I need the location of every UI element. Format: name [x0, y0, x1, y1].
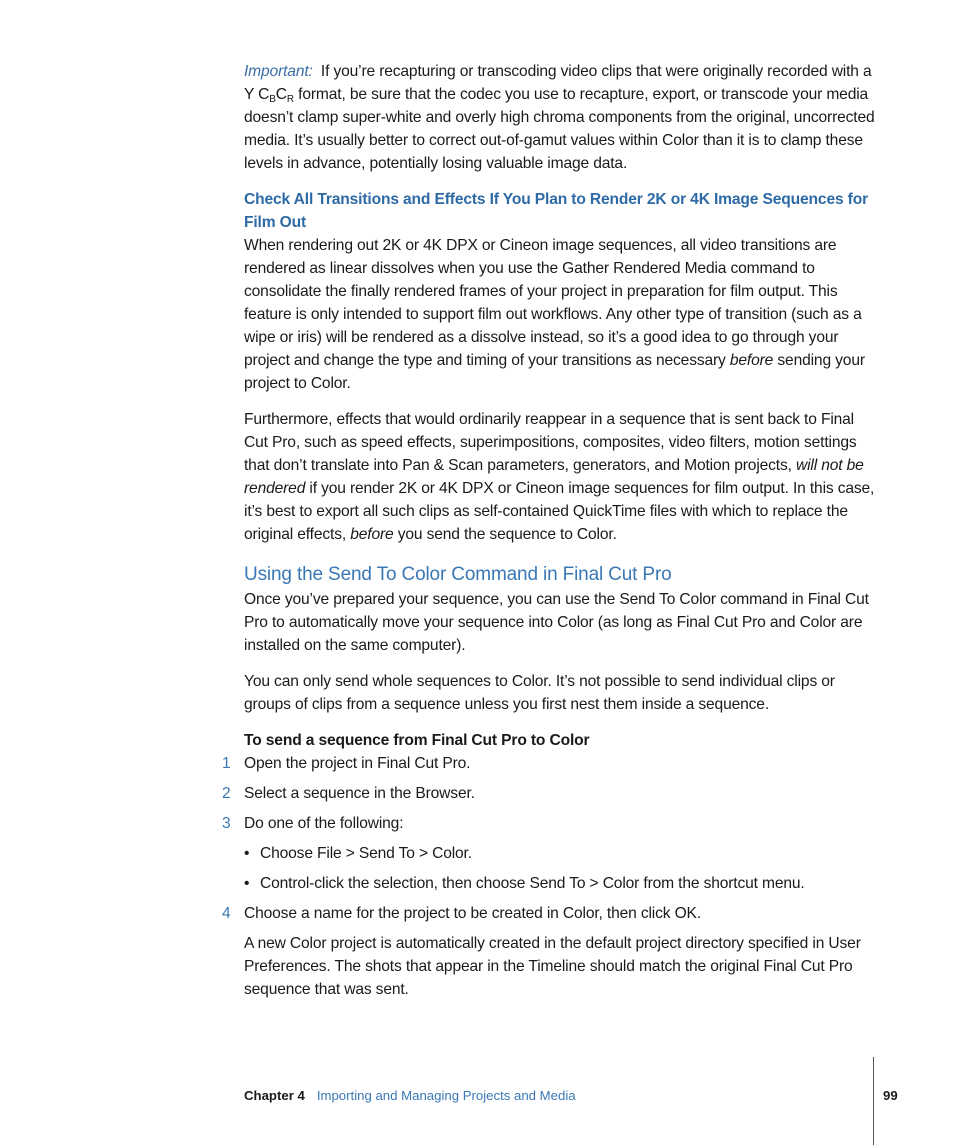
chapter-label: Chapter 4: [244, 1088, 305, 1103]
step-number: 4: [222, 905, 231, 922]
transitions-paragraph-1: [244, 234, 880, 395]
text: you send the sequence to Color.: [393, 526, 617, 543]
steps-list: [222, 752, 880, 1001]
send-paragraph-2: You can only send whole sequences to Color. It’s not possible to send individual clips or groups of clips from a sequence unless you first nest them inside a sequence.: [244, 673, 835, 713]
bullet-text: Choose File > Send To > Color.: [260, 845, 472, 862]
emphasis: before: [729, 352, 774, 369]
step-number: 3: [222, 815, 231, 832]
task-title: To send a sequence from Final Cut Pro to Color: [244, 732, 590, 749]
subscript-r: R: [286, 94, 294, 105]
section-heading-send-to-color: Using the Send To Color Command in Final Cut Pro: [244, 564, 672, 585]
send-paragraph-1: Once you’ve prepared your sequence, you can use the Send To Color command in Final Cut Pro to automatically move your sequence into Color (as long as Final Cut Pro and Color are installed on the same computer).: [244, 591, 869, 654]
step-1: [222, 752, 880, 775]
footer-divider: [873, 1057, 874, 1145]
emphasis: will not be rendered: [244, 457, 864, 497]
text: sending your project to Color.: [244, 352, 865, 392]
section-heading-transitions: Check All Transitions and Effects If You Plan to Render 2K or 4K Image Sequences for Film Out: [244, 191, 869, 231]
important-text-rest: format, be sure that the codec you use to recapture, export, or transcode your media doesn’t clamp super-white and overly high chroma components from the original, uncorrected media. It’s usually better to correct out-of-gamut values within Color than it is to clamp these levels in advance, potentially losing valuable image data.: [244, 86, 875, 172]
bullet-icon: •: [244, 875, 250, 892]
page-number: 99: [883, 1088, 898, 1103]
step-2: [222, 782, 880, 805]
chapter-title: Importing and Managing Projects and Media: [316, 1088, 576, 1103]
step-text: Choose a name for the project to be created in Color, then click OK.: [244, 905, 701, 922]
bullet-item-2: [244, 872, 880, 895]
important-note: [244, 60, 880, 175]
page-footer: [244, 1087, 576, 1105]
transitions-paragraph-2: [244, 408, 880, 546]
step-text: Do one of the following:: [244, 815, 404, 832]
bullet-item-1: [244, 842, 880, 865]
important-label: Important:: [244, 63, 313, 80]
subscript-b: B: [269, 94, 276, 105]
step-number: 2: [222, 785, 231, 802]
step-result: A new Color project is automatically created in the default project directory specified in User Preferences. The shots that appear in the Timeline should match the original Final Cut Pro sequence that was sent.: [244, 935, 861, 998]
bullet-text: Control-click the selection, then choose Send To > Color from the shortcut menu.: [260, 875, 805, 892]
step-number: 1: [222, 755, 231, 772]
important-text-c: C: [275, 86, 287, 103]
emphasis: before: [350, 526, 394, 543]
bullet-icon: •: [244, 845, 250, 862]
step-text: Select a sequence in the Browser.: [244, 785, 475, 802]
text: if you render 2K or 4K DPX or Cineon image sequences for film output. In this case, it’s best to export all such clips as self-contained QuickTime files with which to replace the original effects,: [244, 480, 875, 543]
important-text: If you’re recapturing or transcoding video clips that were originally recorded with a Y C: [244, 63, 872, 103]
step-3: [222, 812, 880, 835]
text: When rendering out 2K or 4K DPX or Cineon image sequences, all video transitions are rendered as linear dissolves when you use the Gather Rendered Media command to consolidate the finally rendered frames of your project in preparation for film output. This feature is only intended to support film out workflows. Any other type of transition (such as a wipe or iris) will be rendered as a dissolve instead, so it’s a good idea to go through your project and change the type and timing of your transitions as necessary: [244, 237, 862, 369]
text: Furthermore, effects that would ordinarily reappear in a sequence that is sent back to Final Cut Pro, such as speed effects, superimpositions, composites, video filters, motion settings that don’t translate into Pan & Scan parameters, generators, and Motion projects,: [244, 411, 857, 474]
step-text: Open the project in Final Cut Pro.: [244, 755, 471, 772]
step-4: [222, 902, 880, 925]
page-body: [222, 60, 880, 1001]
